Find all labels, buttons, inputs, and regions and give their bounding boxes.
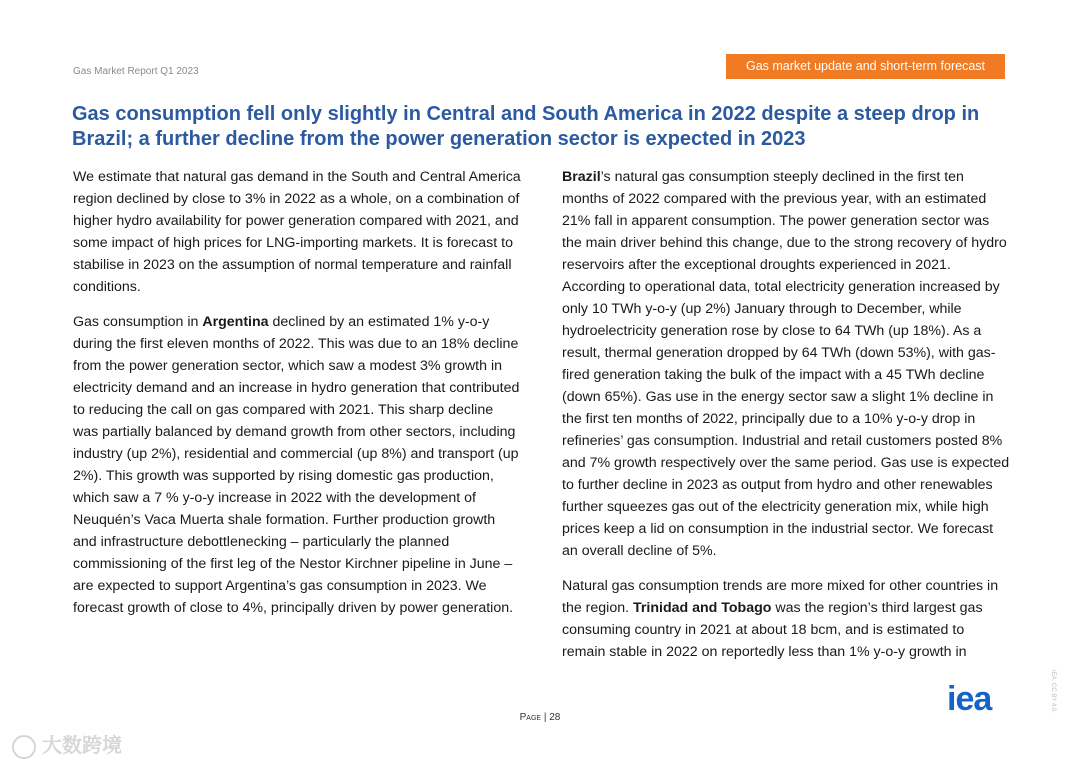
page-title: Gas consumption fell only slightly in Central and South America in 2022 despite a steep drop in Brazil; a further decline from the power generation sector is expected in 2023 [72,103,980,150]
left-paragraph-1: We estimate that natural gas demand in the South and Central America region declined by close to 3% in 2022 as a whole, on a combination of higher hydro availability for power generation compared with 2021, and some impact of high prices for LNG-importing markets. It is forecast to stabilise in 2023 on the assumption of normal temperature and rainfall conditions. [73,169,521,295]
page-number: 28 [549,712,561,723]
right-paragraph-2 [562,575,1010,663]
country-argentina: Argentina [202,314,269,330]
license-text: IEA. CC BY 4.0. [1050,670,1056,713]
watermark-icon [12,735,36,759]
text-span: was the region’s third largest gas consuming country in 2021 at about 18 bcm, and is estimated to remain stable in 2022 on reportedly less than 1% y-o-y growth in [562,600,983,660]
page-footer [0,712,1080,723]
left-column [73,166,521,632]
right-column [562,166,1010,676]
section-tag: Gas market update and short-term forecast [726,54,1005,79]
left-paragraph-2 [73,311,521,619]
watermark [12,729,122,759]
watermark-text: 大数跨境 [42,735,122,757]
text-span: ’s natural gas consumption steeply declined in the first ten months of 2022 compared with the previous year, with an estimated 21% fall in apparent consumption. The power generation sector was the main driver behind this change, due to the strong recovery of hydro reservoirs after the exceptional droughts experienced in 2021. According to operational data, total electricity generation increased by only 10 TWh y-o-y (up 2%) January through to December, while hydroelectricity generation rose by close to 64 TWh (up 18%). As a result, thermal generation dropped by 64 TWh (down 53%), with gas-fired generation taking the bulk of the impact with a 45 TWh decline (down 65%). Gas use in the energy sector saw a slight 1% decline in the first ten months of 2022, principally due to a 10% y-o-y drop in refineries’ gas consumption. Industrial and retail customers posted 8% and 7% growth respectively over the same period. Gas use is expected to further decline in 2023 as output from hydro and other renewables further squeezes gas out of the electricity generation mix, while high prices keep a lid on consumption in the industrial sector. We forecast an overall decline of 5%. [562,169,1010,559]
page-separator: | [541,712,550,723]
page-label: Page [519,712,542,723]
report-name: Gas Market Report Q1 2023 [73,66,199,77]
text-span: Natural gas consumption trends are more mixed for other countries in the region. [562,578,999,616]
text-span: declined by an estimated 1% y-o-y during the first eleven months of 2022. This was due to an 18% decline from the power generation sector, which saw a modest 3% growth in electricity demand and an increase in hydro generation that contributed to reducing the call on gas compared with 2021. This sharp decline was partially balanced by demand growth from other sectors, including industry (up 2%), residential and commercial (up 8%) and transport (up 2%). This growth was supported by rising domestic gas production, which saw a 7 % y-o-y increase in 2022 with the development of Neuquén’s Vaca Muerta shale formation. Further production growth and infrastructure debottlenecking – particularly the planned commissioning of the first leg of the Nestor Kirchner pipeline in June – are expected to support Argentina’s gas consumption in 2023. We forecast growth of close to 4%, principally driven by power generation. [73,314,520,616]
country-trinidad: Trinidad and Tobago [633,600,772,616]
right-paragraph-1 [562,166,1010,562]
country-brazil: Brazil [562,169,601,185]
iea-logo: iea [947,680,992,718]
text-span: Gas consumption in [73,314,203,330]
